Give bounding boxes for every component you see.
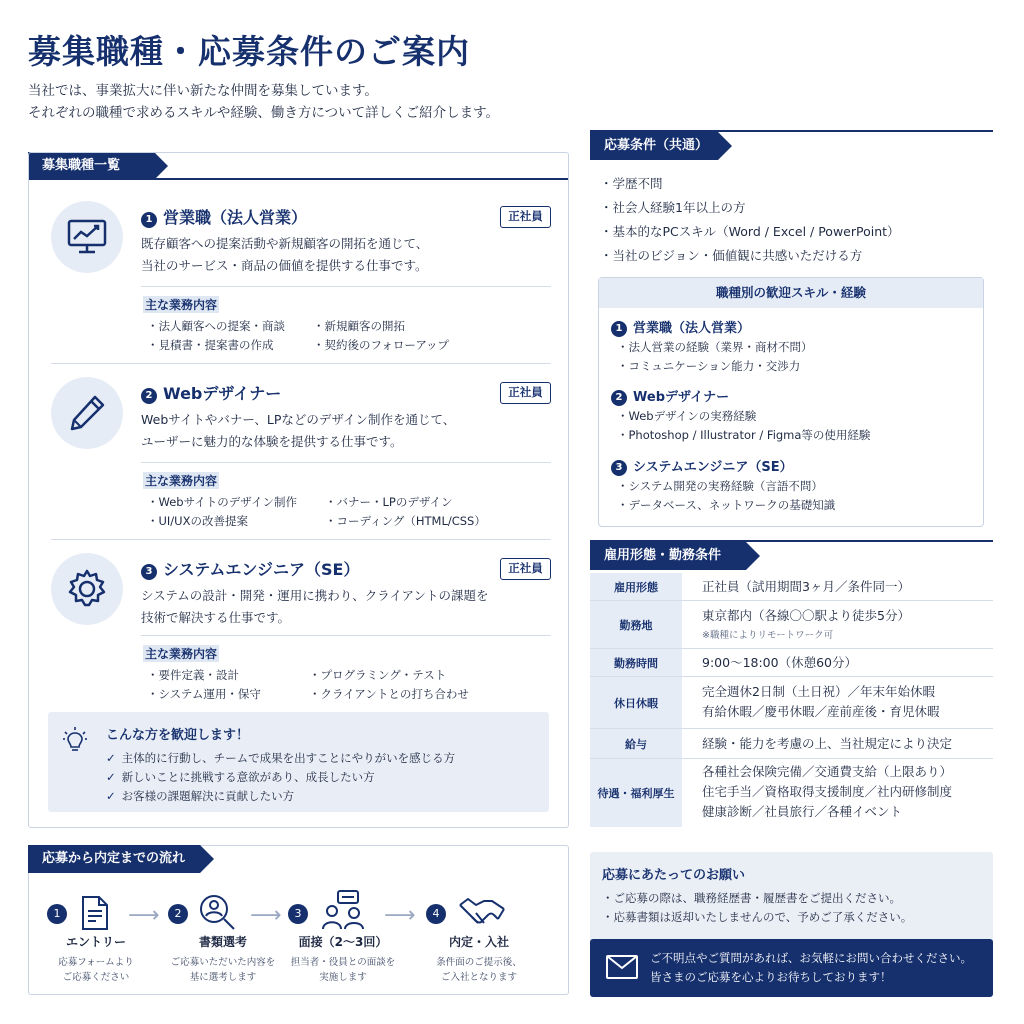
skill-group-number: 3 [611, 460, 627, 476]
contact-banner [590, 939, 993, 997]
intro-text [28, 80, 499, 124]
row-value [702, 762, 952, 822]
job-desc-line: 技術で解決する仕事です。 [141, 610, 291, 625]
job-title-system-engineer [141, 557, 359, 580]
job-separator [141, 286, 551, 287]
row-value-line: 完全週休2日制（土日祝）／年末年始休暇 [702, 684, 935, 699]
task-item: ・Webサイトのデザイン制作 [147, 495, 297, 509]
intro-line-1: 当社では、事業拡大に伴い新たな仲間を募集しています。 [28, 83, 378, 99]
condition-item: ・学歴不問 [600, 176, 663, 191]
employment-section-header: 雇用形態・勤務条件 [590, 542, 746, 570]
job-desc-line: Webサイトやバナー、LPなどのデザイン制作を通じて、 [141, 412, 456, 427]
row-label: 勤務時間 [590, 649, 682, 676]
row-label: 給与 [590, 729, 682, 758]
table-row [590, 677, 993, 729]
row-value [702, 606, 910, 646]
employment-badge: 正社員 [500, 206, 551, 228]
job-divider [51, 363, 551, 364]
step-description [414, 955, 544, 985]
skills-header: 職種別の歓迎スキル・経験 [599, 278, 983, 308]
table-row [590, 601, 993, 649]
job-desc-line: 当社のサービス・商品の価値を提供する仕事です。 [141, 258, 428, 273]
job-description [141, 409, 551, 453]
step-desc-line: ご応募いただいた内容を [170, 957, 276, 968]
job-title-text: 営業職（法人営業） [163, 208, 308, 227]
task-item: ・要件定義・設計 [147, 668, 239, 682]
job-number: 1 [141, 212, 157, 228]
step-description [278, 955, 408, 985]
job-title-web-designer [141, 381, 281, 404]
check-icon: ✓ [106, 770, 116, 784]
skill-group-number: 1 [611, 321, 627, 337]
job-number: 3 [141, 564, 157, 580]
welcome-title: こんな方を歓迎します！ [106, 728, 250, 743]
arrow-right-icon: ⟶ [384, 903, 416, 928]
jobs-section-header: 募集職種一覧 [28, 152, 154, 180]
job-divider [51, 539, 551, 540]
job-separator [141, 462, 551, 463]
condition-item: ・当社のビジョン・価値観に共感いただける方 [600, 248, 863, 263]
step-desc-line: 担当者・役員との面談を [290, 957, 396, 968]
task-item: ・クライアントとの打ち合わせ [309, 687, 469, 701]
step-label: 内定・入社 [448, 935, 509, 949]
employment-badge: 正社員 [500, 558, 551, 580]
welcome-item-text: お客様の課題解決に貢献したい方 [121, 789, 295, 803]
welcome-item [106, 750, 455, 766]
condition-item: ・社会人経験1年以上の方 [600, 200, 746, 215]
check-icon: ✓ [106, 789, 116, 803]
task-item: ・プログラミング・テスト [309, 668, 447, 682]
job-desc-line: 既存顧客への提案活動や新規顧客の開拓を通じて、 [141, 236, 429, 251]
task-item: ・法人顧客への提案・商談 [147, 319, 285, 333]
row-note: ※職種によりリモートワーク可 [702, 630, 834, 641]
skill-group-title-text: Webデザイナー [633, 390, 730, 405]
conditions-section-header: 応募条件（共通） [590, 132, 718, 160]
task-item: ・コーディング（HTML/CSS） [325, 514, 486, 528]
row-value-line: 東京都内（各線〇〇駅より徒歩5分） [702, 608, 910, 623]
lightbulb-icon [62, 726, 88, 754]
check-icon: ✓ [106, 751, 116, 765]
contact-line: ご不明点やご質問があれば、お気軽にお問い合わせください。 [650, 951, 972, 965]
task-item: ・バナー・LPのデザイン [325, 495, 453, 509]
step-desc-line: ご応募ください [62, 972, 130, 983]
step-label: エントリー [65, 935, 126, 949]
skill-group-title [611, 386, 729, 406]
table-row [590, 759, 993, 827]
skills-box [598, 277, 984, 527]
row-value-line: 各種社会保険完備／交通費支給（上限あり） [702, 764, 953, 779]
skill-item: ・法人営業の経験（業界・商材不問） [617, 340, 813, 354]
skill-item: ・データベース、ネットワークの基礎知識 [617, 498, 836, 512]
notice-item: ・応募書類は返却いたしませんので、予めご了承ください。 [602, 910, 913, 924]
row-value: 9:00〜18:00（休憩60分） [702, 655, 857, 670]
notice-item: ・ご応募の際は、職務経歴書・履歴書をご提出ください。 [602, 891, 901, 905]
gear-icon [51, 553, 123, 625]
table-row [590, 729, 993, 759]
welcome-box [48, 712, 549, 812]
step-label: 面接（2〜3回） [298, 935, 388, 949]
table-row [590, 649, 993, 677]
job-title-sales [141, 205, 307, 228]
welcome-item [106, 769, 375, 785]
intro-line-2: それぞれの職種で求めるスキルや経験、働き方について詳しくご紹介します。 [28, 105, 500, 121]
skill-item: ・Webデザインの実務経験 [617, 409, 757, 423]
welcome-item-text: 新しいことに挑戦する意欲があり、成長したい方 [121, 770, 375, 784]
step-desc-line: 条件面のご提示後、 [436, 957, 522, 968]
job-tasks-heading: 主な業務内容 [145, 298, 218, 312]
step-description [31, 955, 161, 985]
step-desc-line: 応募フォームより [58, 957, 134, 968]
skill-item: ・システム開発の実務経験（言語不問） [617, 479, 823, 493]
skill-group-number: 2 [611, 390, 627, 406]
step-desc-line: 基に選考します [189, 972, 257, 983]
job-tasks-heading: 主な業務内容 [145, 647, 218, 661]
welcome-item [106, 788, 294, 804]
step-desc-line: 実施します [319, 972, 367, 983]
row-label: 待遇・福利厚生 [590, 759, 682, 827]
step-number: 1 [47, 904, 67, 924]
row-value-line: 有給休暇／慶弔休暇／産前産後・育児休暇 [702, 704, 940, 719]
skill-group-title [611, 456, 793, 476]
step-desc-line: ご入社となります [440, 972, 517, 983]
job-title-text: システムエンジニア（SE） [163, 560, 360, 579]
notice-box [590, 852, 993, 997]
contact-text [650, 949, 972, 987]
row-value-line: 健康診断／社員旅行／各種イベント [702, 804, 903, 819]
row-value [702, 682, 940, 722]
job-description [141, 233, 551, 277]
task-item: ・UI/UXの改善提案 [147, 514, 248, 528]
employment-badge: 正社員 [500, 382, 551, 404]
document-icon [79, 895, 113, 931]
skill-item: ・コミュニケーション能力・交渉力 [617, 359, 801, 373]
arrow-right-icon: ⟶ [128, 903, 160, 928]
arrow-right-icon: ⟶ [250, 903, 282, 928]
row-value: 正社員（試用期間3ヶ月／条件同一） [702, 579, 910, 594]
task-item: ・契約後のフォローアップ [313, 338, 450, 352]
job-number: 2 [141, 388, 157, 404]
skill-group-title-text: システムエンジニア（SE） [633, 460, 793, 475]
job-tasks-heading: 主な業務内容 [145, 474, 218, 488]
job-description [141, 585, 551, 629]
row-label: 雇用形態 [590, 573, 682, 600]
notice-title: 応募にあたってのお願い [602, 868, 746, 883]
flow-step-offer [414, 845, 544, 995]
flow-section-header: 応募から内定までの流れ [28, 845, 200, 873]
welcome-item-text: 主体的に行動し、チームで成果を出すことにやりがいを感じる方 [121, 751, 456, 765]
skill-group-title-text: 営業職（法人営業） [633, 321, 751, 336]
contact-line: 皆さまのご応募を心よりお待ちしております！ [650, 970, 892, 984]
task-item: ・見積書・提案書の作成 [147, 338, 274, 352]
mail-icon [606, 955, 638, 979]
step-number: 2 [168, 904, 188, 924]
task-item: ・システム運用・保守 [147, 687, 261, 701]
row-label: 休日休暇 [590, 677, 682, 728]
job-desc-line: システムの設計・開発・運用に携わり、クライアントの課題を [141, 588, 489, 603]
job-title-text: Webデザイナー [163, 384, 282, 403]
step-number: 3 [288, 904, 308, 924]
row-label: 勤務地 [590, 601, 682, 648]
skill-group-title [611, 317, 750, 337]
magnifier-person-icon [198, 893, 238, 931]
monitor-chart-icon [51, 201, 123, 273]
job-desc-line: ユーザーに魅力的な体験を提供する仕事です。 [141, 434, 403, 449]
pen-icon [51, 377, 123, 449]
condition-item: ・基本的なPCスキル（Word / Excel / PowerPoint） [600, 224, 900, 239]
skill-item: ・Photoshop / Illustrator / Figma等の使用経験 [617, 428, 871, 442]
row-value: 経験・能力を考慮の上、当社規定により決定 [702, 736, 953, 751]
job-separator [141, 635, 551, 636]
task-item: ・新規顧客の開拓 [313, 319, 405, 333]
table-row [590, 573, 993, 601]
page-title: 募集職種・応募条件のご案内 [28, 32, 470, 71]
interview-icon [320, 889, 368, 931]
step-label: 書類選考 [198, 935, 247, 949]
handshake-icon [458, 895, 506, 929]
step-description [158, 955, 288, 985]
step-number: 4 [426, 904, 446, 924]
row-value-line: 住宅手当／資格取得支援制度／社内研修制度 [702, 784, 953, 799]
